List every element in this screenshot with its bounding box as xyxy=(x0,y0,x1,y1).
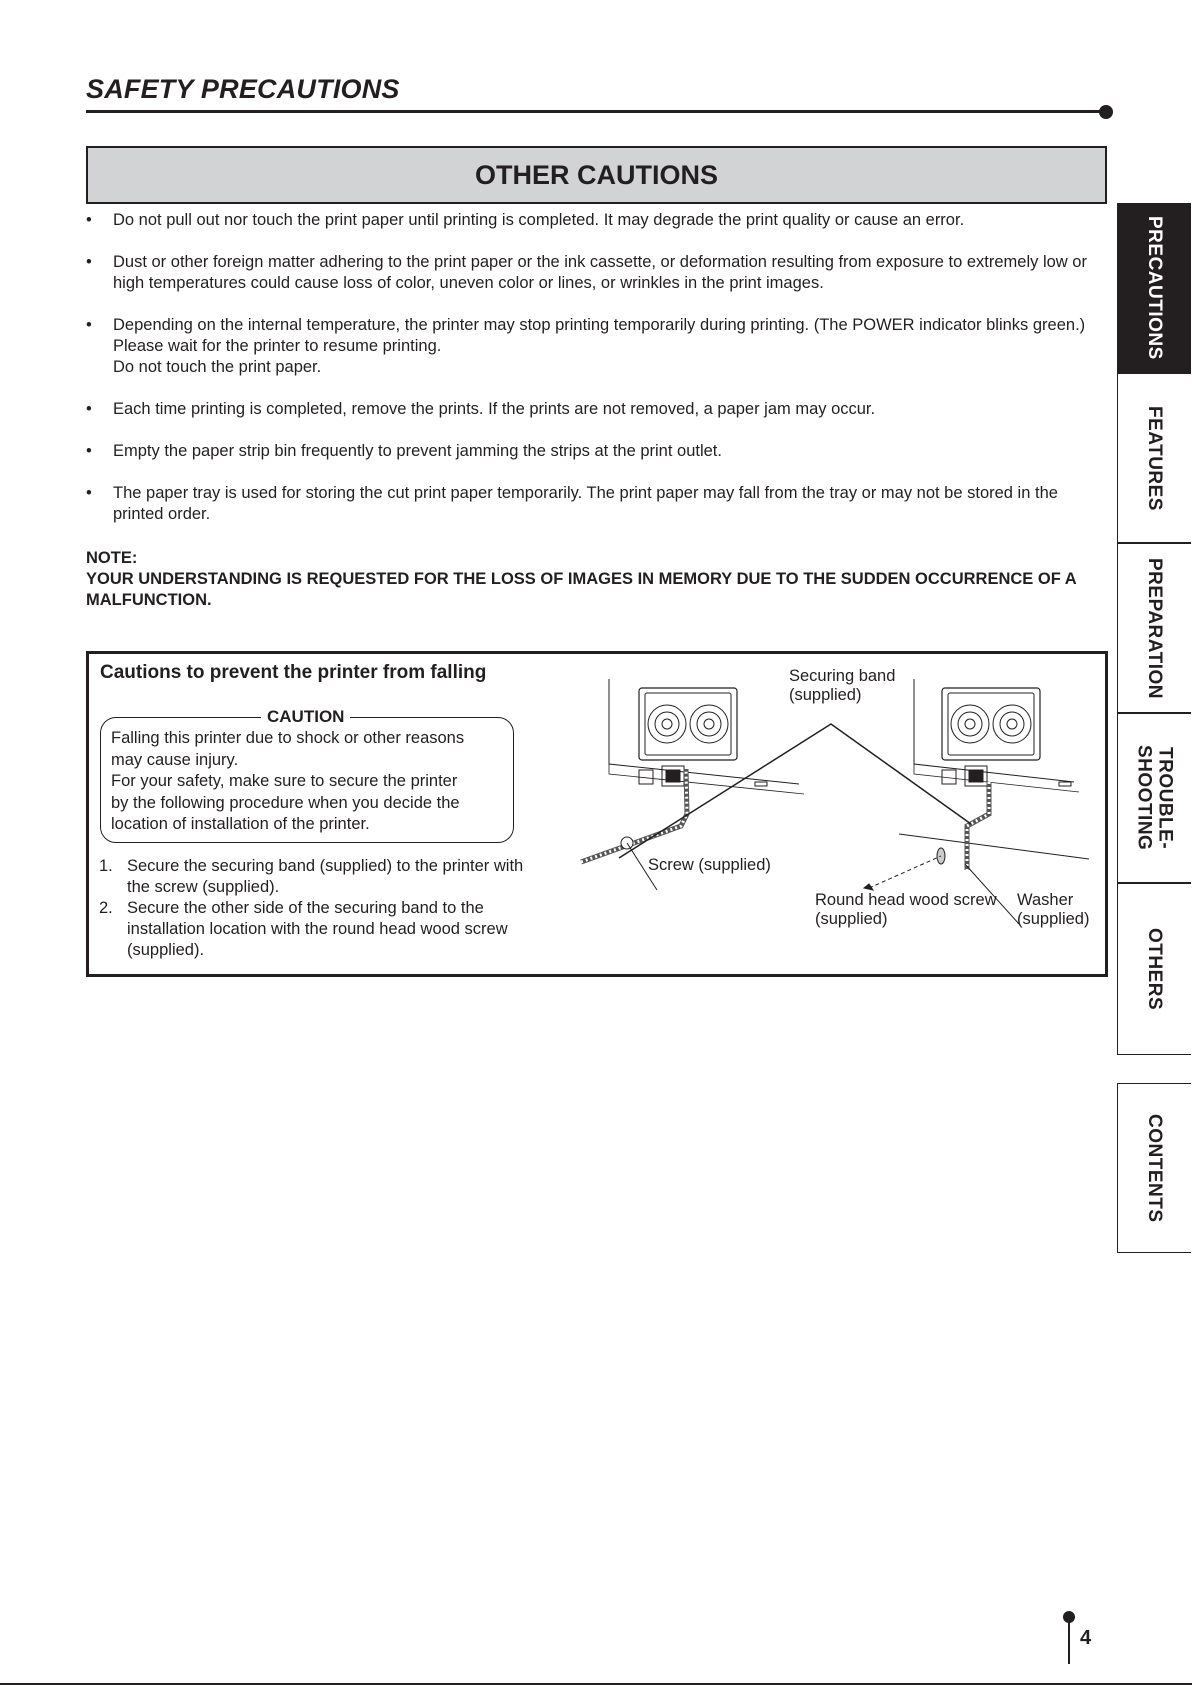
caution-line: For your safety, make sure to secure the printer xyxy=(111,772,458,790)
caution-item xyxy=(86,399,1106,420)
caution-item-text: • Each time printing is completed, remove the prints. If the prints are not removed, a paper jam may occur. xyxy=(113,400,876,418)
note-label: NOTE: xyxy=(86,549,138,567)
cautions-list xyxy=(86,210,1106,546)
label-line: (supplied) xyxy=(789,686,862,704)
other-cautions-heading xyxy=(86,146,1107,204)
section-title: SAFETY PRECAUTIONS xyxy=(86,74,400,104)
caution-item xyxy=(86,315,1106,378)
step-text: Secure the securing band (supplied) to the printer with the screw (supplied). xyxy=(127,857,524,896)
printer-rear-left xyxy=(609,679,804,794)
caution-box xyxy=(100,707,514,843)
tab-label: PRECAUTIONS xyxy=(1144,216,1165,360)
title-rule-end-dot xyxy=(1099,105,1113,119)
caution-item-text: • Empty the paper strip bin frequently to prevent jamming the strips at the print outlet. xyxy=(113,442,722,460)
tab-label: TROUBLE-SHOOTING xyxy=(1133,745,1176,851)
step-item xyxy=(99,898,529,961)
label-washer xyxy=(1017,891,1089,929)
caution-item xyxy=(86,441,1106,462)
label-wood-screw xyxy=(815,891,997,929)
caution-item-text: • The paper tray is used for storing the cut print paper temporarily. The print paper may fall from the tray or may not be stored in the printed order. xyxy=(113,484,1058,523)
note-text: YOUR UNDERSTANDING IS REQUESTED FOR THE LOSS OF IMAGES IN MEMORY DUE TO THE SUDDEN OCCURRENCE OF A MALFUNCTION. xyxy=(86,570,1077,609)
caution-line: location of installation of the printer. xyxy=(111,815,370,833)
caution-label: CAUTION xyxy=(261,707,350,727)
label-securing-band xyxy=(789,667,895,705)
page-number-rule xyxy=(1068,1618,1070,1664)
tab-preparation[interactable] xyxy=(1117,543,1191,713)
page-number: 4 xyxy=(1080,1627,1092,1649)
caution-line: by the following procedure when you decide the xyxy=(111,793,460,812)
printer-rear-right xyxy=(899,679,1089,859)
tab-label: CONTENTS xyxy=(1144,1113,1165,1223)
steps-list xyxy=(99,856,529,961)
caution-line: Falling this printer due to shock or other reasons xyxy=(111,729,465,747)
step-number: 1. xyxy=(99,857,113,875)
securing-illustration xyxy=(569,667,1099,954)
caution-item-text: • Depending on the internal temperature, the printer may stop printing temporarily during printing. (The POWER indicator blinks green.) Please wait for the printer to resume printing. xyxy=(113,316,1086,355)
tab-troubleshooting[interactable] xyxy=(1117,713,1191,883)
caution-line: may cause injury. xyxy=(111,750,239,769)
tab-precautions[interactable] xyxy=(1117,203,1191,373)
title-rule xyxy=(86,110,1106,113)
caution-item xyxy=(86,210,1106,231)
fall-prevention-title: Cautions to prevent the printer from falling xyxy=(100,662,487,683)
tab-label: PREPARATION xyxy=(1144,557,1165,699)
tab-contents[interactable] xyxy=(1117,1083,1191,1253)
caution-item-text: • Do not pull out nor touch the print paper until printing is completed. It may degrade the print quality or cause an error. xyxy=(113,211,965,229)
label-line: Washer xyxy=(1017,891,1074,909)
label-line: Round head wood screw xyxy=(815,891,997,909)
step-number: 2. xyxy=(99,899,113,917)
tab-label: OTHERS xyxy=(1144,927,1165,1011)
caution-item-text: • Dust or other foreign matter adhering to the print paper or the ink cassette, or deformation resulting from exposure to extremely low or high temperatures could cause loss of color, uneven color or lines, or wrinkles in the print images. xyxy=(113,253,1087,292)
label-line: (supplied) xyxy=(815,910,888,928)
caution-item-text: Do not touch the print paper. xyxy=(113,358,322,376)
fall-prevention-box xyxy=(86,651,1108,977)
caution-item xyxy=(86,252,1106,294)
step-item xyxy=(99,856,529,898)
caution-text xyxy=(111,728,511,836)
label-line: (supplied) xyxy=(1017,910,1090,928)
step-text: Secure the other side of the securing band to the installation location with the round head wood screw (supplied). xyxy=(127,899,508,959)
tab-label: FEATURES xyxy=(1144,405,1165,511)
label-screw: Screw (supplied) xyxy=(648,856,771,874)
note xyxy=(86,548,1106,611)
tab-features[interactable] xyxy=(1117,373,1191,543)
tab-others[interactable] xyxy=(1117,883,1191,1055)
other-cautions-heading-text: OTHER CAUTIONS xyxy=(475,159,718,190)
label-line: Securing band xyxy=(789,667,896,685)
caution-item xyxy=(86,483,1106,525)
